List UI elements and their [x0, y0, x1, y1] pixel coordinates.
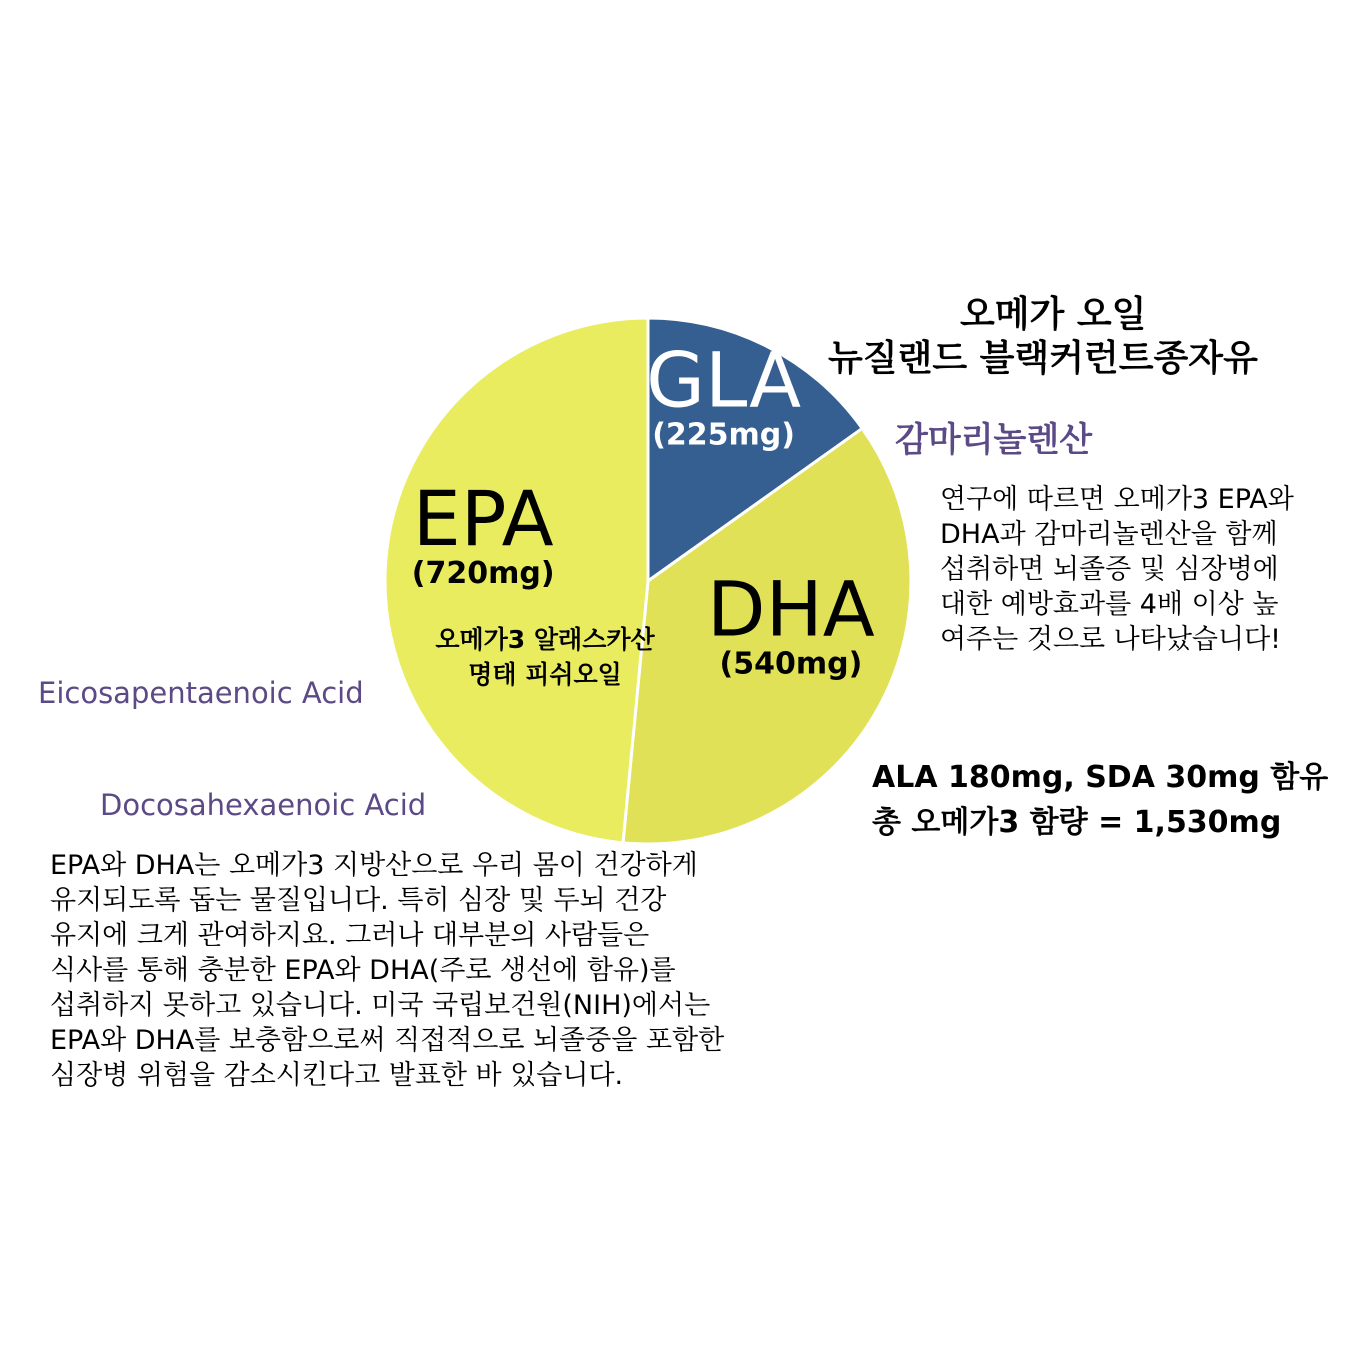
body-text-line: EPA와 DHA는 오메가3 지방산으로 우리 몸이 건강하게	[50, 850, 698, 881]
body-text-line: 유지되도록 돕는 물질입니다. 특히 심장 및 두뇌 건강	[50, 885, 667, 916]
body-text-line: 유지에 크게 관여하지요. 그러나 대부분의 사람들은	[50, 920, 650, 951]
side-text	[940, 482, 1315, 657]
pie-label-dha: DHA	[707, 564, 875, 654]
side-text-line: 연구에 따르면 오메가3 EPA와	[940, 484, 1294, 515]
pie-value-dha: (540mg)	[719, 646, 863, 682]
pie-center-label-line1: 오메가3 알래스카산	[435, 625, 655, 654]
side-text-line: 여주는 것으로 나타났습니다!	[940, 624, 1281, 655]
totals-line-1: ALA 180mg, SDA 30mg 함유	[872, 760, 1329, 795]
totals-line-2: 총 오메가3 함량 = 1,530mg	[872, 805, 1282, 840]
body-text-line: 심장병 위험을 감소시킨다고 발표한 바 있습니다.	[50, 1060, 624, 1091]
title-line-2: 뉴질랜드 블랙커런트종자유	[828, 338, 1258, 379]
pie-label-epa: EPA	[412, 474, 554, 564]
body-text-line: 섭취하지 못하고 있습니다. 미국 국립보건원(NIH)에서는	[50, 990, 711, 1021]
side-text-line: 섭취하면 뇌졸증 및 심장병에	[940, 554, 1279, 585]
epa-full-name: Eicosapentaenoic Acid	[38, 676, 364, 710]
pie-value-epa: (720mg)	[411, 556, 555, 592]
body-text-line: 식사를 통해 충분한 EPA와 DHA(주로 생선에 함유)를	[50, 955, 676, 986]
side-text-line: DHA과 감마리놀렌산을 함께	[940, 519, 1278, 550]
body-text-line: EPA와 DHA를 보충함으로써 직접적으로 뇌졸중을 포함한	[50, 1025, 725, 1056]
body-text	[50, 848, 805, 1093]
pie-label-gla: GLA	[646, 335, 802, 425]
pie-center-label-line2: 명태 피쉬오일	[468, 660, 622, 689]
title-line-1: 오메가 오일	[960, 294, 1147, 335]
pie-value-gla: (225mg)	[652, 417, 795, 453]
gla-full-name: 감마리놀렌산	[895, 420, 1093, 460]
dha-full-name: Docosahexaenoic Acid	[100, 788, 427, 822]
side-text-line: 대한 예방효과를 4배 이상 높	[940, 589, 1279, 620]
